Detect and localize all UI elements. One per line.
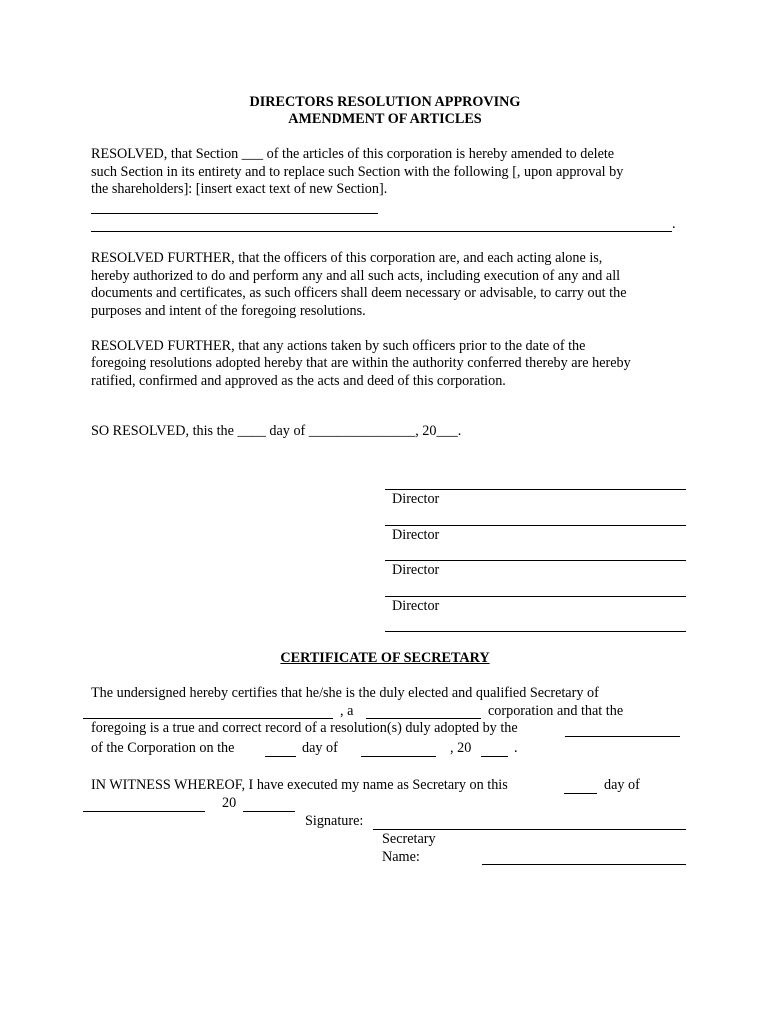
certificate-line2-a: , a (340, 703, 354, 719)
director-label-4: Director (392, 598, 440, 614)
signature-label: Signature: (305, 813, 364, 829)
secretary-name-blank[interactable] (83, 718, 333, 719)
document-title-line1: DIRECTORS RESOLUTION APPROVING (249, 94, 521, 110)
witness-month-blank[interactable] (83, 811, 205, 812)
corporation-state-blank[interactable] (366, 718, 481, 719)
witness-line1: IN WITNESS WHEREOF, I have executed my name as Secretary on this (91, 777, 508, 793)
certificate-year-blank[interactable] (481, 756, 508, 757)
resolution3-line1: RESOLVED FURTHER, that any actions taken by such officers prior to the date of the (91, 338, 586, 354)
director-signature-line-3[interactable] (385, 560, 686, 561)
certificate-line1: The undersigned hereby certifies that he/she is the duly elected and qualified Secretary of (91, 685, 599, 701)
adopted-by-blank[interactable] (565, 736, 680, 737)
so-resolved-date-line: SO RESOLVED, this the ____ day of _______________, 20___. (91, 423, 462, 439)
resolution1-line1: RESOLVED, that Section ___ of the articles of this corporation is hereby amended to delete (91, 146, 615, 162)
director-label-3: Director (392, 562, 440, 578)
secretary-label: Secretary (382, 831, 436, 847)
new-section-text-blank-1[interactable] (91, 213, 378, 214)
director-signature-line-5[interactable] (385, 631, 686, 632)
certificate-heading: CERTIFICATE OF SECRETARY (280, 650, 490, 666)
certificate-month-blank[interactable] (361, 756, 436, 757)
resolution2-line2: hereby authorized to do and perform any and all such acts, including execution of any and all (91, 268, 621, 284)
resolution1-line3: the shareholders]: [insert exact text of new Section]. (91, 181, 388, 197)
resolution2-line4: purposes and intent of the foregoing resolutions. (91, 303, 366, 319)
witness-twenty: 20 (222, 795, 237, 811)
certificate-line4-d: . (514, 740, 518, 756)
witness-day-blank[interactable] (564, 793, 597, 794)
new-section-end-period: . (672, 216, 676, 232)
secretary-name-line[interactable] (482, 864, 686, 865)
director-label-2: Director (392, 527, 440, 543)
certificate-line2-b: corporation and that the (488, 703, 624, 719)
director-signature-line-4[interactable] (385, 596, 686, 597)
document-title-line2: AMENDMENT OF ARTICLES (288, 111, 482, 127)
name-label: Name: (382, 849, 420, 865)
witness-day-of: day of (604, 777, 640, 793)
certificate-day-blank[interactable] (265, 756, 296, 757)
certificate-line4-b: day of (302, 740, 338, 756)
witness-year-blank[interactable] (243, 811, 295, 812)
certificate-line4-c: , 20 (450, 740, 472, 756)
resolution2-line1: RESOLVED FURTHER, that the officers of this corporation are, and each acting alone is, (91, 250, 603, 266)
secretary-signature-line[interactable] (373, 829, 686, 830)
resolution3-line2: foregoing resolutions adopted hereby that are within the authority conferred thereby are hereby (91, 355, 631, 371)
director-signature-line-1[interactable] (385, 489, 686, 490)
resolution3-line3: ratified, confirmed and approved as the acts and deed of this corporation. (91, 373, 506, 389)
resolution2-line3: documents and certificates, as such officers shall deem necessary or advisable, to carry out the (91, 285, 627, 301)
resolution1-line2: such Section in its entirety and to replace such Section with the following [, upon approval by (91, 164, 624, 180)
director-signature-line-2[interactable] (385, 525, 686, 526)
director-label-1: Director (392, 491, 440, 507)
certificate-line3: foregoing is a true and correct record of a resolution(s) duly adopted by the (91, 720, 518, 736)
new-section-text-blank-2[interactable] (91, 231, 672, 232)
certificate-line4-a: of the Corporation on the (91, 740, 235, 756)
